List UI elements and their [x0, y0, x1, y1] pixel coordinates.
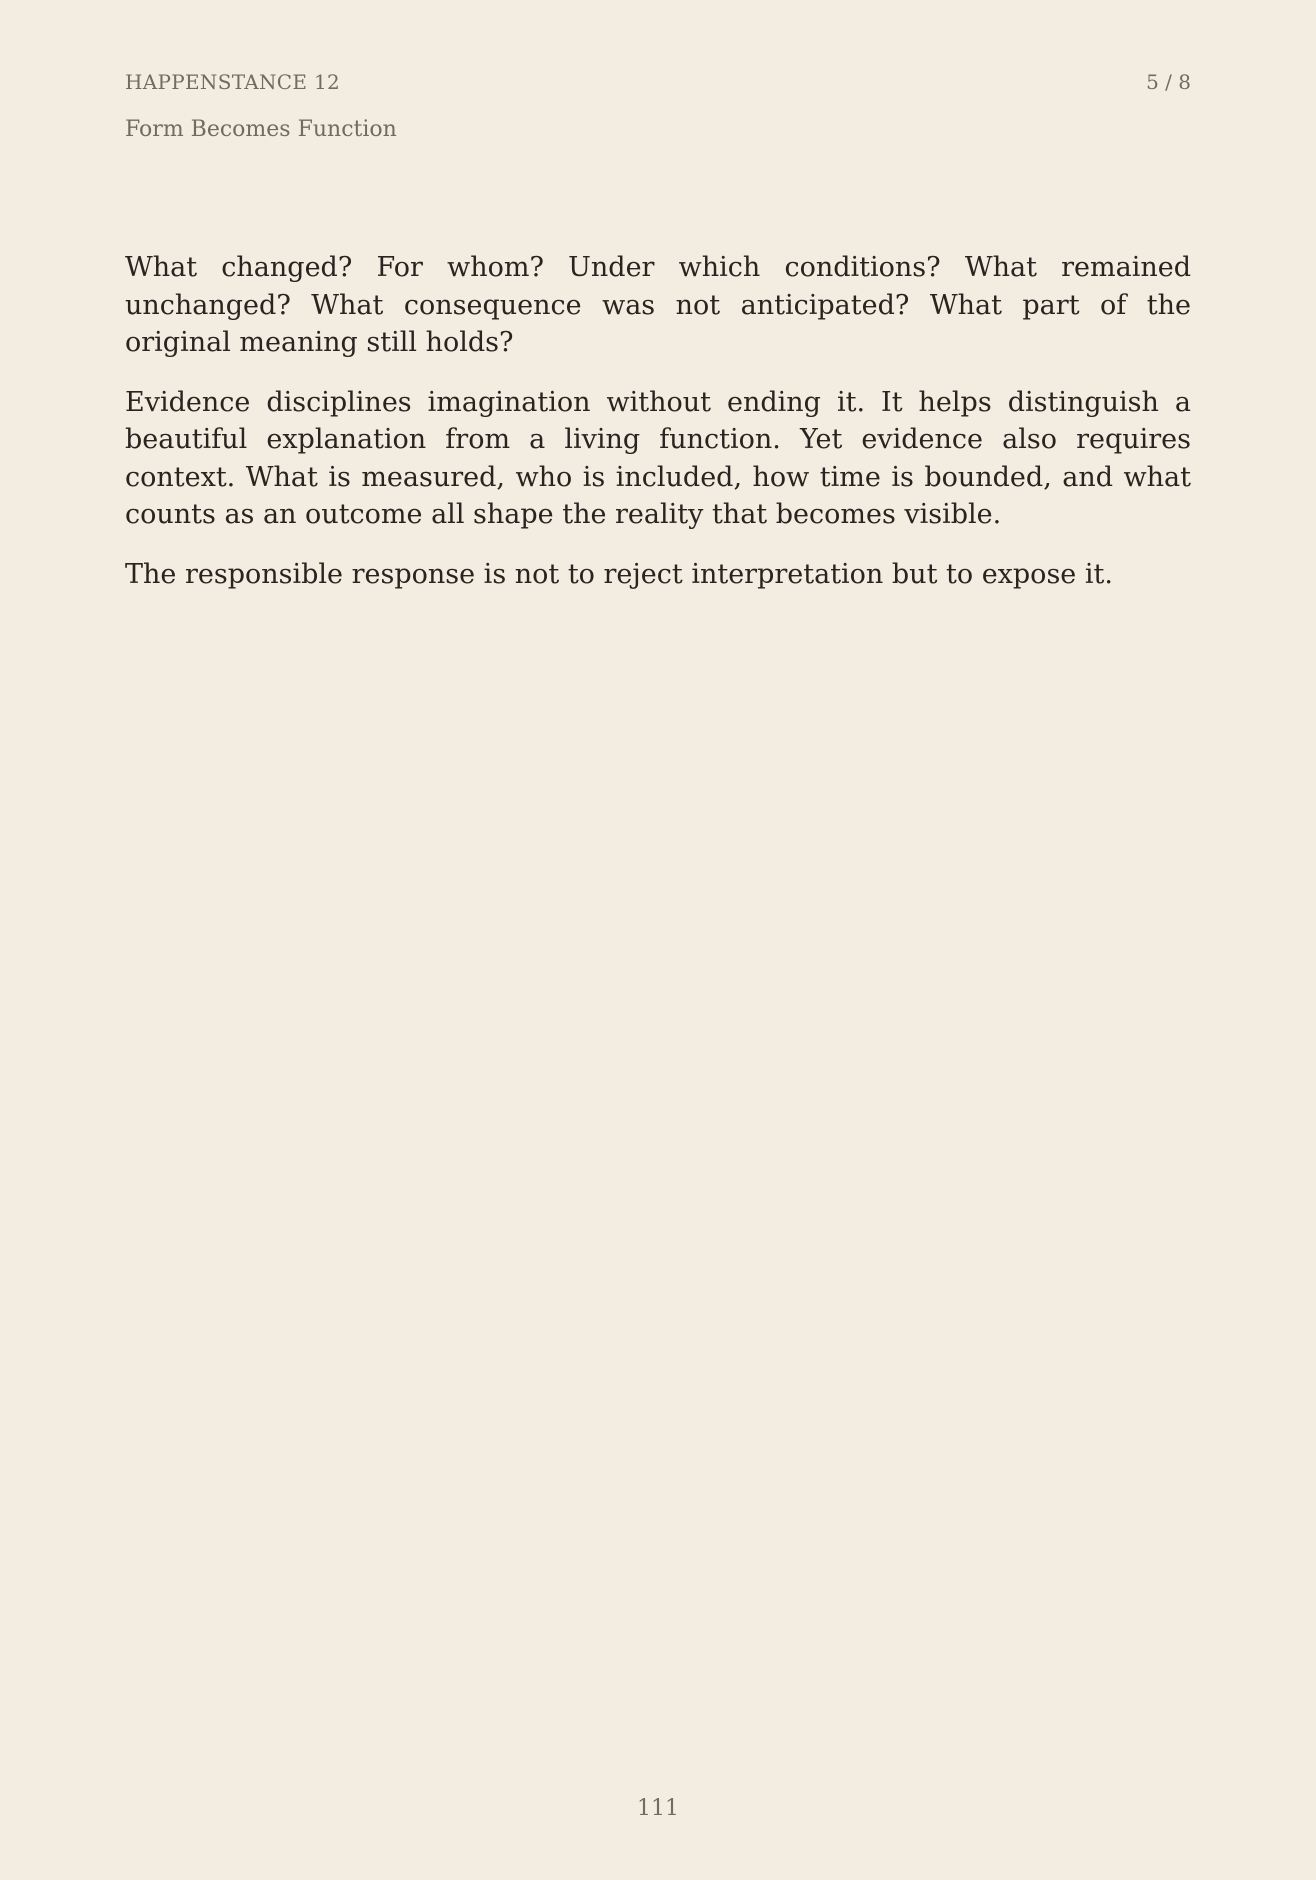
running-header: [125, 68, 1191, 96]
paragraph: The responsible response is not to reject interpretation but to expose it.: [125, 558, 1113, 590]
page-number: 111: [637, 1796, 679, 1821]
publication-title: HAPPENSTANCE 12: [125, 70, 340, 94]
document-page: [125, 0, 1191, 1880]
chapter-title: Form Becomes Function: [125, 117, 397, 142]
paragraph: Evidence disciplines imagination without ending it. It helps distinguish a beautiful explanation from a living function. Yet evidence also requires context. What is measured, who is included, how time is bounded, and what counts as an outcome all shape the reality that becomes visible.: [125, 386, 1191, 530]
page-progress: 5 / 8: [1146, 70, 1191, 94]
paragraph: What changed? For whom? Under which conditions? What remained unchanged? What consequence was not anticipated? What part of the original meaning still holds?: [125, 252, 1191, 358]
body-text: [125, 249, 1191, 615]
